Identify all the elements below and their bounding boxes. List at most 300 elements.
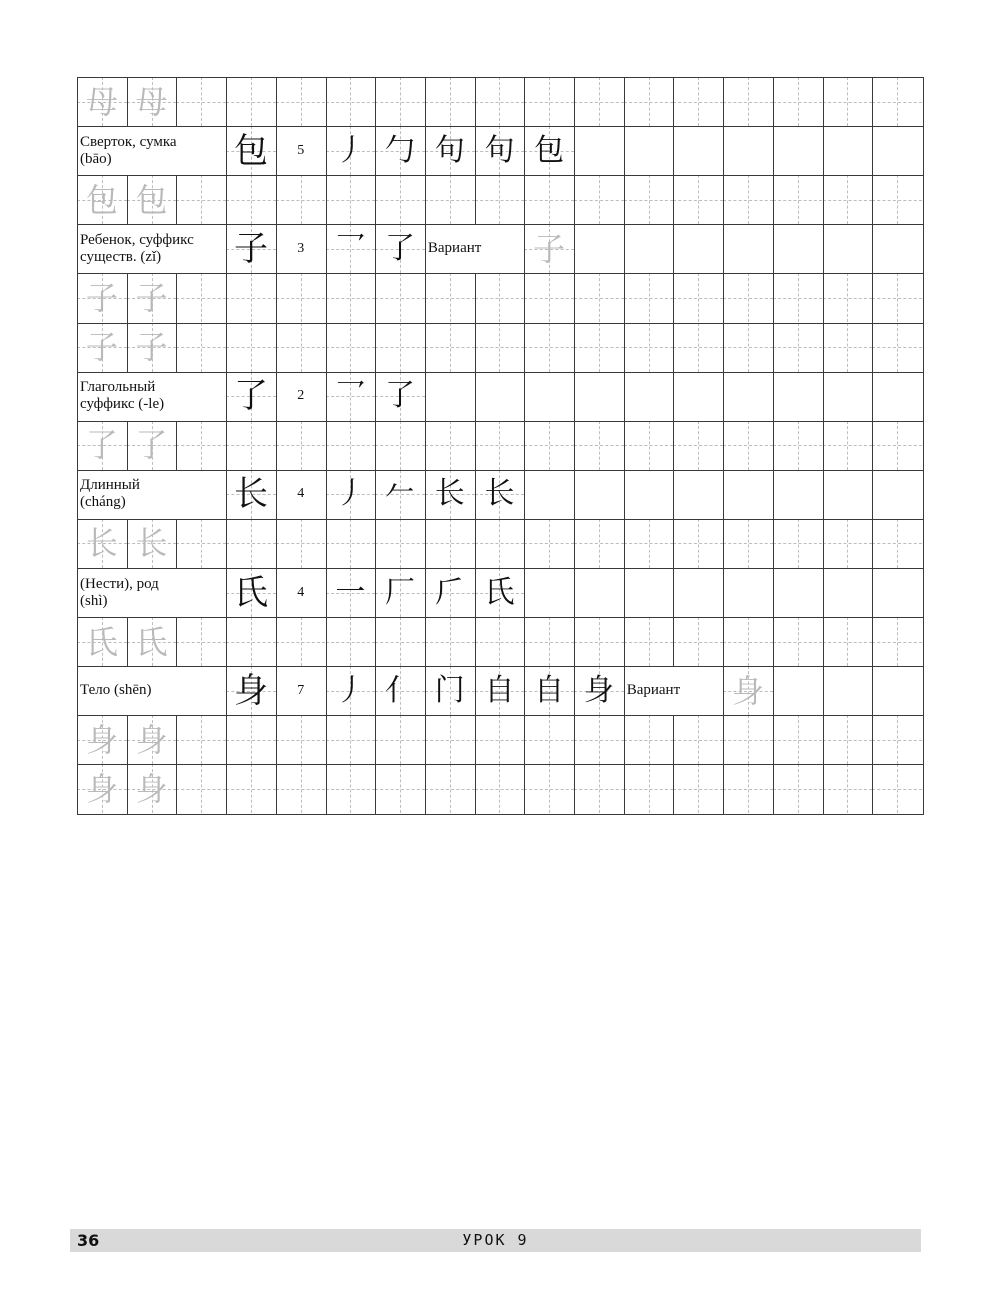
grid-line [673, 519, 674, 568]
grid-line [326, 470, 327, 519]
practice-cell [574, 77, 624, 126]
stroke-step-cell [475, 568, 525, 617]
grid-line [773, 617, 774, 666]
grid-line [574, 617, 575, 666]
character-glyph: 了 [85, 426, 118, 465]
stroke-step-cell [624, 126, 674, 175]
grid-line [77, 715, 923, 716]
main-char-cell [226, 666, 276, 715]
grid-line [624, 617, 625, 666]
practice-cell [425, 273, 475, 322]
grid-line [823, 568, 824, 617]
guide-line [226, 347, 276, 348]
variant-label-cell [425, 224, 524, 273]
stroke-step-cell [823, 470, 873, 519]
grid-line [276, 126, 277, 175]
practice-cell [723, 715, 773, 764]
grid-line [276, 666, 277, 715]
guide-line [226, 200, 276, 201]
grid-line [176, 715, 177, 764]
guide-line [673, 200, 723, 201]
guide-line [176, 445, 226, 446]
grid-line [475, 519, 476, 568]
grid-line [226, 568, 227, 617]
practice-cell [524, 617, 574, 666]
guide-line [723, 543, 773, 544]
grid-line [723, 764, 724, 814]
practice-cell [226, 421, 276, 470]
practice-cell [823, 77, 873, 126]
grid-line [375, 372, 376, 421]
character-glyph: 氏 [85, 622, 118, 661]
character-glyph: 勹 [385, 132, 416, 168]
practice-cell [823, 715, 873, 764]
stroke-step-cell [475, 666, 525, 715]
guide-line [176, 642, 226, 643]
practice-cell [375, 715, 425, 764]
practice-cell [425, 77, 475, 126]
grid-line [475, 175, 476, 224]
practice-cell [326, 764, 376, 813]
grid-line [872, 470, 873, 519]
grid-line [823, 273, 824, 323]
stroke-step-cell [723, 568, 773, 617]
practice-cell [425, 421, 475, 470]
character-glyph: 身 [234, 670, 269, 711]
grid-line [823, 421, 824, 470]
guide-line [624, 102, 674, 103]
practice-cell [574, 175, 624, 224]
grid-line [176, 77, 177, 126]
guide-line [375, 347, 425, 348]
grid-line [326, 175, 327, 224]
stroke-step-cell [375, 666, 425, 715]
grid-line [276, 715, 277, 764]
grid-line [723, 715, 724, 764]
entry-label-cell [77, 372, 226, 421]
practice-cell [375, 764, 425, 813]
practice-cell [127, 421, 177, 470]
variant-char-cell [723, 666, 773, 715]
grid-line [77, 77, 923, 78]
character-glyph: 子 [85, 278, 118, 317]
guide-line [425, 102, 475, 103]
guide-line [475, 445, 525, 446]
grid-line [624, 666, 625, 715]
character-glyph: 了 [385, 378, 416, 414]
grid-line [226, 175, 227, 224]
stroke-count-cell [276, 568, 326, 617]
guide-line [375, 200, 425, 201]
grid-line [226, 617, 227, 666]
stroke-count-cell [276, 126, 326, 175]
guide-line [673, 347, 723, 348]
guide-line [326, 298, 376, 299]
stroke-step-cell [425, 126, 475, 175]
guide-line [624, 347, 674, 348]
guide-line [574, 200, 624, 201]
entry-label: Сверток, сумка (bāo) [80, 133, 177, 167]
grid-line [77, 568, 923, 569]
grid-line [574, 224, 575, 273]
practice-cell [673, 617, 723, 666]
practice-cell [624, 77, 674, 126]
practice-cell [226, 77, 276, 126]
character-glyph: 门 [434, 672, 465, 708]
guide-line [375, 740, 425, 741]
practice-cell [823, 764, 873, 813]
guide-line [574, 102, 624, 103]
practice-cell [673, 764, 723, 813]
grid-line [176, 519, 177, 568]
guide-line [673, 642, 723, 643]
guide-line [326, 200, 376, 201]
guide-line [823, 298, 873, 299]
grid-line [375, 519, 376, 568]
grid-line [375, 323, 376, 372]
grid-line [77, 470, 923, 471]
grid-line [524, 470, 525, 519]
guide-line [673, 543, 723, 544]
practice-cell [276, 715, 326, 764]
grid-line [127, 715, 128, 764]
grid-line [773, 175, 774, 224]
guide-line [176, 543, 226, 544]
practice-cell [574, 764, 624, 813]
grid-line [276, 470, 277, 519]
grid-line [773, 323, 774, 372]
guide-line [723, 298, 773, 299]
practice-cell [326, 323, 376, 372]
guide-line [226, 740, 276, 741]
grid-line [326, 666, 327, 715]
grid-line [872, 764, 873, 814]
grid-line [872, 77, 873, 126]
grid-line [475, 77, 476, 126]
grid-line [524, 568, 525, 617]
character-glyph: 身 [135, 720, 168, 759]
practice-cell [226, 617, 276, 666]
grid-line [127, 323, 128, 372]
stroke-step-cell [872, 568, 922, 617]
grid-line [326, 323, 327, 372]
grid-line [276, 617, 277, 666]
guide-line [226, 298, 276, 299]
grid-line [624, 372, 625, 421]
grid-line [624, 273, 625, 323]
practice-cell [475, 273, 525, 322]
guide-line [425, 740, 475, 741]
grid-line [872, 126, 873, 175]
guide-line [326, 102, 376, 103]
grid-line [77, 814, 923, 815]
guide-line [823, 200, 873, 201]
stroke-step-cell [326, 126, 376, 175]
grid-line [375, 175, 376, 224]
stroke-step-cell [425, 372, 475, 421]
practice-cell [276, 617, 326, 666]
guide-line [823, 740, 873, 741]
stroke-step-cell [425, 470, 475, 519]
lesson-title: УРОК 9 [462, 1231, 529, 1249]
grid-line [176, 273, 177, 323]
stroke-step-cell [326, 568, 376, 617]
practice-cell [475, 764, 525, 813]
guide-line [226, 102, 276, 103]
practice-cell [375, 519, 425, 568]
grid-line [475, 470, 476, 519]
stroke-step-cell [823, 372, 873, 421]
practice-cell [823, 421, 873, 470]
grid-line [276, 568, 277, 617]
guide-line [723, 445, 773, 446]
practice-cell [524, 421, 574, 470]
stroke-step-cell [723, 372, 773, 421]
grid-line [77, 372, 923, 373]
guide-line [823, 789, 873, 790]
practice-cell [872, 77, 922, 126]
practice-cell [624, 764, 674, 813]
stroke-step-cell [326, 224, 376, 273]
variant-char-cell [524, 224, 574, 273]
guide-line [872, 200, 922, 201]
character-glyph: 丿 [335, 132, 366, 168]
guide-line [574, 642, 624, 643]
guide-line [524, 740, 574, 741]
guide-line [276, 200, 326, 201]
grid-line [524, 715, 525, 764]
practice-cell [127, 323, 177, 372]
guide-line [524, 347, 574, 348]
grid-line [923, 77, 924, 815]
grid-line [574, 666, 575, 715]
entry-label: Ребенок, суффикс существ. (zǐ) [80, 231, 194, 265]
grid-line [77, 421, 923, 422]
practice-cell [524, 323, 574, 372]
guide-line [524, 298, 574, 299]
stroke-step-cell [524, 372, 574, 421]
character-glyph: 一 [335, 574, 366, 610]
guide-line [773, 298, 823, 299]
entry-label: Длинный (cháng) [80, 477, 140, 511]
main-char-cell [226, 224, 276, 273]
guide-line [524, 445, 574, 446]
grid-line [574, 273, 575, 323]
guide-line [276, 789, 326, 790]
character-glyph: 身 [85, 769, 118, 808]
grid-line [77, 519, 923, 520]
grid-line [574, 715, 575, 764]
guide-line [574, 445, 624, 446]
practice-cell [77, 715, 127, 764]
grid-line [226, 764, 227, 814]
stroke-step-cell [823, 666, 873, 715]
grid-line [475, 273, 476, 323]
grid-line [127, 519, 128, 568]
practice-cell [425, 519, 475, 568]
practice-cell [773, 519, 823, 568]
grid-line [524, 617, 525, 666]
stroke-step-cell [375, 372, 425, 421]
grid-line [226, 126, 227, 175]
grid-line [375, 715, 376, 764]
character-glyph: 长 [434, 476, 465, 512]
stroke-count: 4 [297, 486, 305, 502]
grid-line [475, 372, 476, 421]
practice-cell [176, 764, 226, 813]
practice-cell [176, 323, 226, 372]
grid-line [425, 421, 426, 470]
character-glyph: 𠂉 [385, 476, 416, 512]
grid-line [524, 77, 525, 126]
main-char-cell [226, 568, 276, 617]
practice-cell [723, 617, 773, 666]
grid-line [176, 323, 177, 372]
grid-line [326, 372, 327, 421]
practice-cell [375, 273, 425, 322]
practice-cell [475, 77, 525, 126]
entry-label-cell [77, 666, 226, 715]
grid-line [425, 77, 426, 126]
character-glyph: 乛 [335, 230, 366, 266]
practice-cell [77, 421, 127, 470]
character-glyph: 子 [533, 229, 566, 268]
guide-line [823, 347, 873, 348]
grid-line [226, 372, 227, 421]
stroke-step-cell [475, 126, 525, 175]
grid-line [773, 273, 774, 323]
character-glyph: 句 [484, 132, 515, 168]
character-glyph: 子 [234, 228, 269, 269]
practice-cell [773, 421, 823, 470]
guide-line [226, 642, 276, 643]
grid-line [226, 715, 227, 764]
practice-cell [127, 77, 177, 126]
grid-line [375, 224, 376, 273]
character-glyph: 丿 [335, 476, 366, 512]
practice-cell [276, 175, 326, 224]
grid-line [773, 519, 774, 568]
practice-cell [673, 77, 723, 126]
guide-line [673, 102, 723, 103]
practice-cell [574, 421, 624, 470]
guide-line [524, 200, 574, 201]
stroke-step-cell [574, 470, 624, 519]
practice-cell [723, 519, 773, 568]
grid-line [673, 764, 674, 814]
grid-line [226, 421, 227, 470]
practice-cell [425, 175, 475, 224]
guide-line [375, 789, 425, 790]
grid-line [673, 77, 674, 126]
practice-cell [276, 77, 326, 126]
practice-cell [624, 175, 674, 224]
grid-line [574, 568, 575, 617]
character-glyph: 母 [85, 82, 118, 121]
practice-cell [524, 519, 574, 568]
practice-grid [77, 77, 923, 814]
grid-line [823, 175, 824, 224]
stroke-step-cell [872, 126, 922, 175]
practice-cell [326, 77, 376, 126]
grid-line [872, 421, 873, 470]
practice-cell [872, 323, 922, 372]
stroke-step-cell [524, 666, 574, 715]
practice-cell [276, 764, 326, 813]
stroke-step-cell [673, 224, 723, 273]
practice-cell [823, 519, 873, 568]
guide-line [574, 347, 624, 348]
stroke-step-cell [574, 666, 624, 715]
guide-line [872, 642, 922, 643]
grid-line [475, 568, 476, 617]
grid-line [524, 421, 525, 470]
stroke-step-cell [872, 372, 922, 421]
practice-cell [176, 273, 226, 322]
practice-cell [77, 77, 127, 126]
stroke-step-cell [673, 372, 723, 421]
grid-line [276, 421, 277, 470]
grid-line [673, 715, 674, 764]
practice-cell [276, 519, 326, 568]
character-glyph: 包 [85, 180, 118, 219]
stroke-count: 2 [297, 388, 305, 404]
grid-line [127, 421, 128, 470]
guide-line [624, 445, 674, 446]
practice-cell [326, 715, 376, 764]
guide-line [425, 789, 475, 790]
guide-line [276, 642, 326, 643]
practice-cell [127, 764, 177, 813]
character-glyph: 了 [234, 376, 269, 417]
grid-line [673, 372, 674, 421]
grid-line [574, 470, 575, 519]
grid-line [524, 764, 525, 814]
character-glyph: 身 [85, 720, 118, 759]
grid-line [524, 224, 525, 273]
guide-line [773, 200, 823, 201]
grid-line [673, 568, 674, 617]
grid-line [127, 617, 128, 666]
stroke-step-cell [673, 126, 723, 175]
stroke-count-cell [276, 470, 326, 519]
practice-cell [673, 175, 723, 224]
character-glyph: 了 [385, 230, 416, 266]
grid-line [574, 126, 575, 175]
guide-line [624, 543, 674, 544]
grid-line [624, 764, 625, 814]
guide-line [723, 740, 773, 741]
character-glyph: 长 [85, 524, 118, 563]
main-char-cell [226, 126, 276, 175]
grid-line [326, 421, 327, 470]
practice-cell [77, 323, 127, 372]
grid-line [773, 77, 774, 126]
grid-line [276, 273, 277, 323]
stroke-step-cell [624, 224, 674, 273]
guide-line [326, 543, 376, 544]
character-glyph: 厂 [385, 574, 416, 610]
grid-line [823, 77, 824, 126]
practice-cell [524, 715, 574, 764]
grid-line [524, 372, 525, 421]
guide-line [823, 445, 873, 446]
practice-cell [673, 715, 723, 764]
page-number: 36 [77, 1231, 100, 1250]
guide-line [425, 347, 475, 348]
stroke-step-cell [872, 470, 922, 519]
grid-line [773, 421, 774, 470]
